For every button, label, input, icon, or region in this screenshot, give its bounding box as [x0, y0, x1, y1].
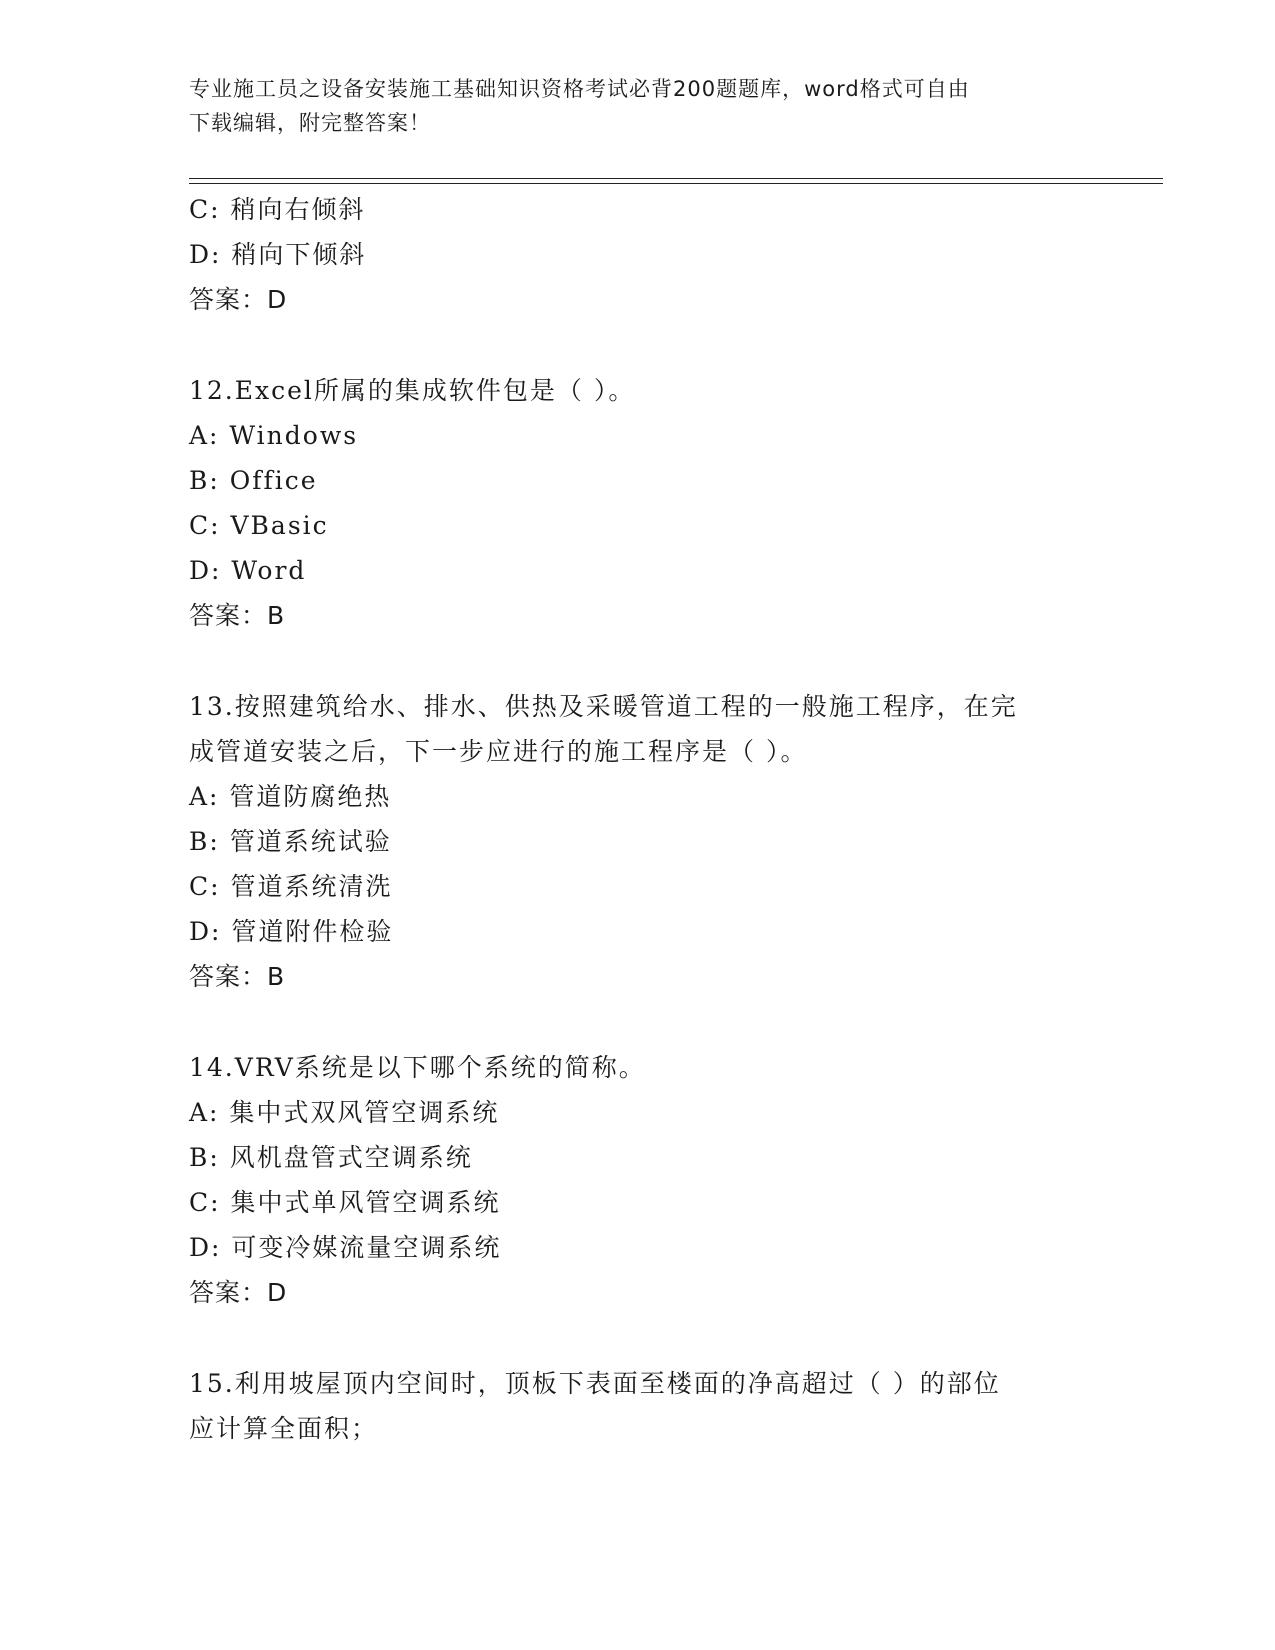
- q12-option-c: C: VBasic: [189, 511, 329, 540]
- q15-stem-line-1: 15.利用坡屋顶内空间时，顶板下表面至楼面的净高超过（ ）的部位: [189, 1369, 1001, 1398]
- header-divider-top: [189, 178, 1163, 179]
- q12-option-a: A: Windows: [189, 421, 359, 450]
- header-divider-bottom: [189, 183, 1163, 184]
- q11-option-c: C: 稍向右倾斜: [189, 195, 366, 224]
- q11-answer: 答案：D: [189, 285, 288, 314]
- q14-option-a: A: 集中式双风管空调系统: [189, 1098, 500, 1127]
- q12-option-b: B: Office: [189, 466, 318, 495]
- q13-answer: 答案：B: [189, 962, 286, 991]
- q14-option-d: D: 可变冷媒流量空调系统: [189, 1233, 502, 1262]
- q14-answer: 答案：D: [189, 1278, 288, 1307]
- q14-stem: 14.VRV系统是以下哪个系统的简称。: [189, 1053, 646, 1082]
- q12-answer: 答案：B: [189, 601, 286, 630]
- q14-option-c: C: 集中式单风管空调系统: [189, 1188, 501, 1217]
- q14-option-b: B: 风机盘管式空调系统: [189, 1143, 473, 1172]
- q13-option-b: B: 管道系统试验: [189, 827, 392, 856]
- q13-option-a: A: 管道防腐绝热: [189, 782, 392, 811]
- q11-option-d: D: 稍向下倾斜: [189, 240, 367, 269]
- q12-option-d: D: Word: [189, 556, 307, 585]
- q13-option-d: D: 管道附件检验: [189, 917, 394, 946]
- page-header-line-1: 专业施工员之设备安装施工基础知识资格考试必背200题题库，word格式可自由: [189, 77, 970, 101]
- q13-stem-line-2: 成管道安装之后，下一步应进行的施工程序是（ ）。: [189, 737, 808, 766]
- q15-stem-line-2: 应计算全面积；: [189, 1414, 379, 1443]
- q13-option-c: C: 管道系统清洗: [189, 872, 393, 901]
- page-header-line-2: 下载编辑，附完整答案！: [189, 111, 431, 135]
- q12-stem: 12.Excel所属的集成软件包是（ ）。: [189, 376, 636, 405]
- q13-stem-line-1: 13.按照建筑给水、排水、供热及采暖管道工程的一般施工程序，在完: [189, 692, 1018, 721]
